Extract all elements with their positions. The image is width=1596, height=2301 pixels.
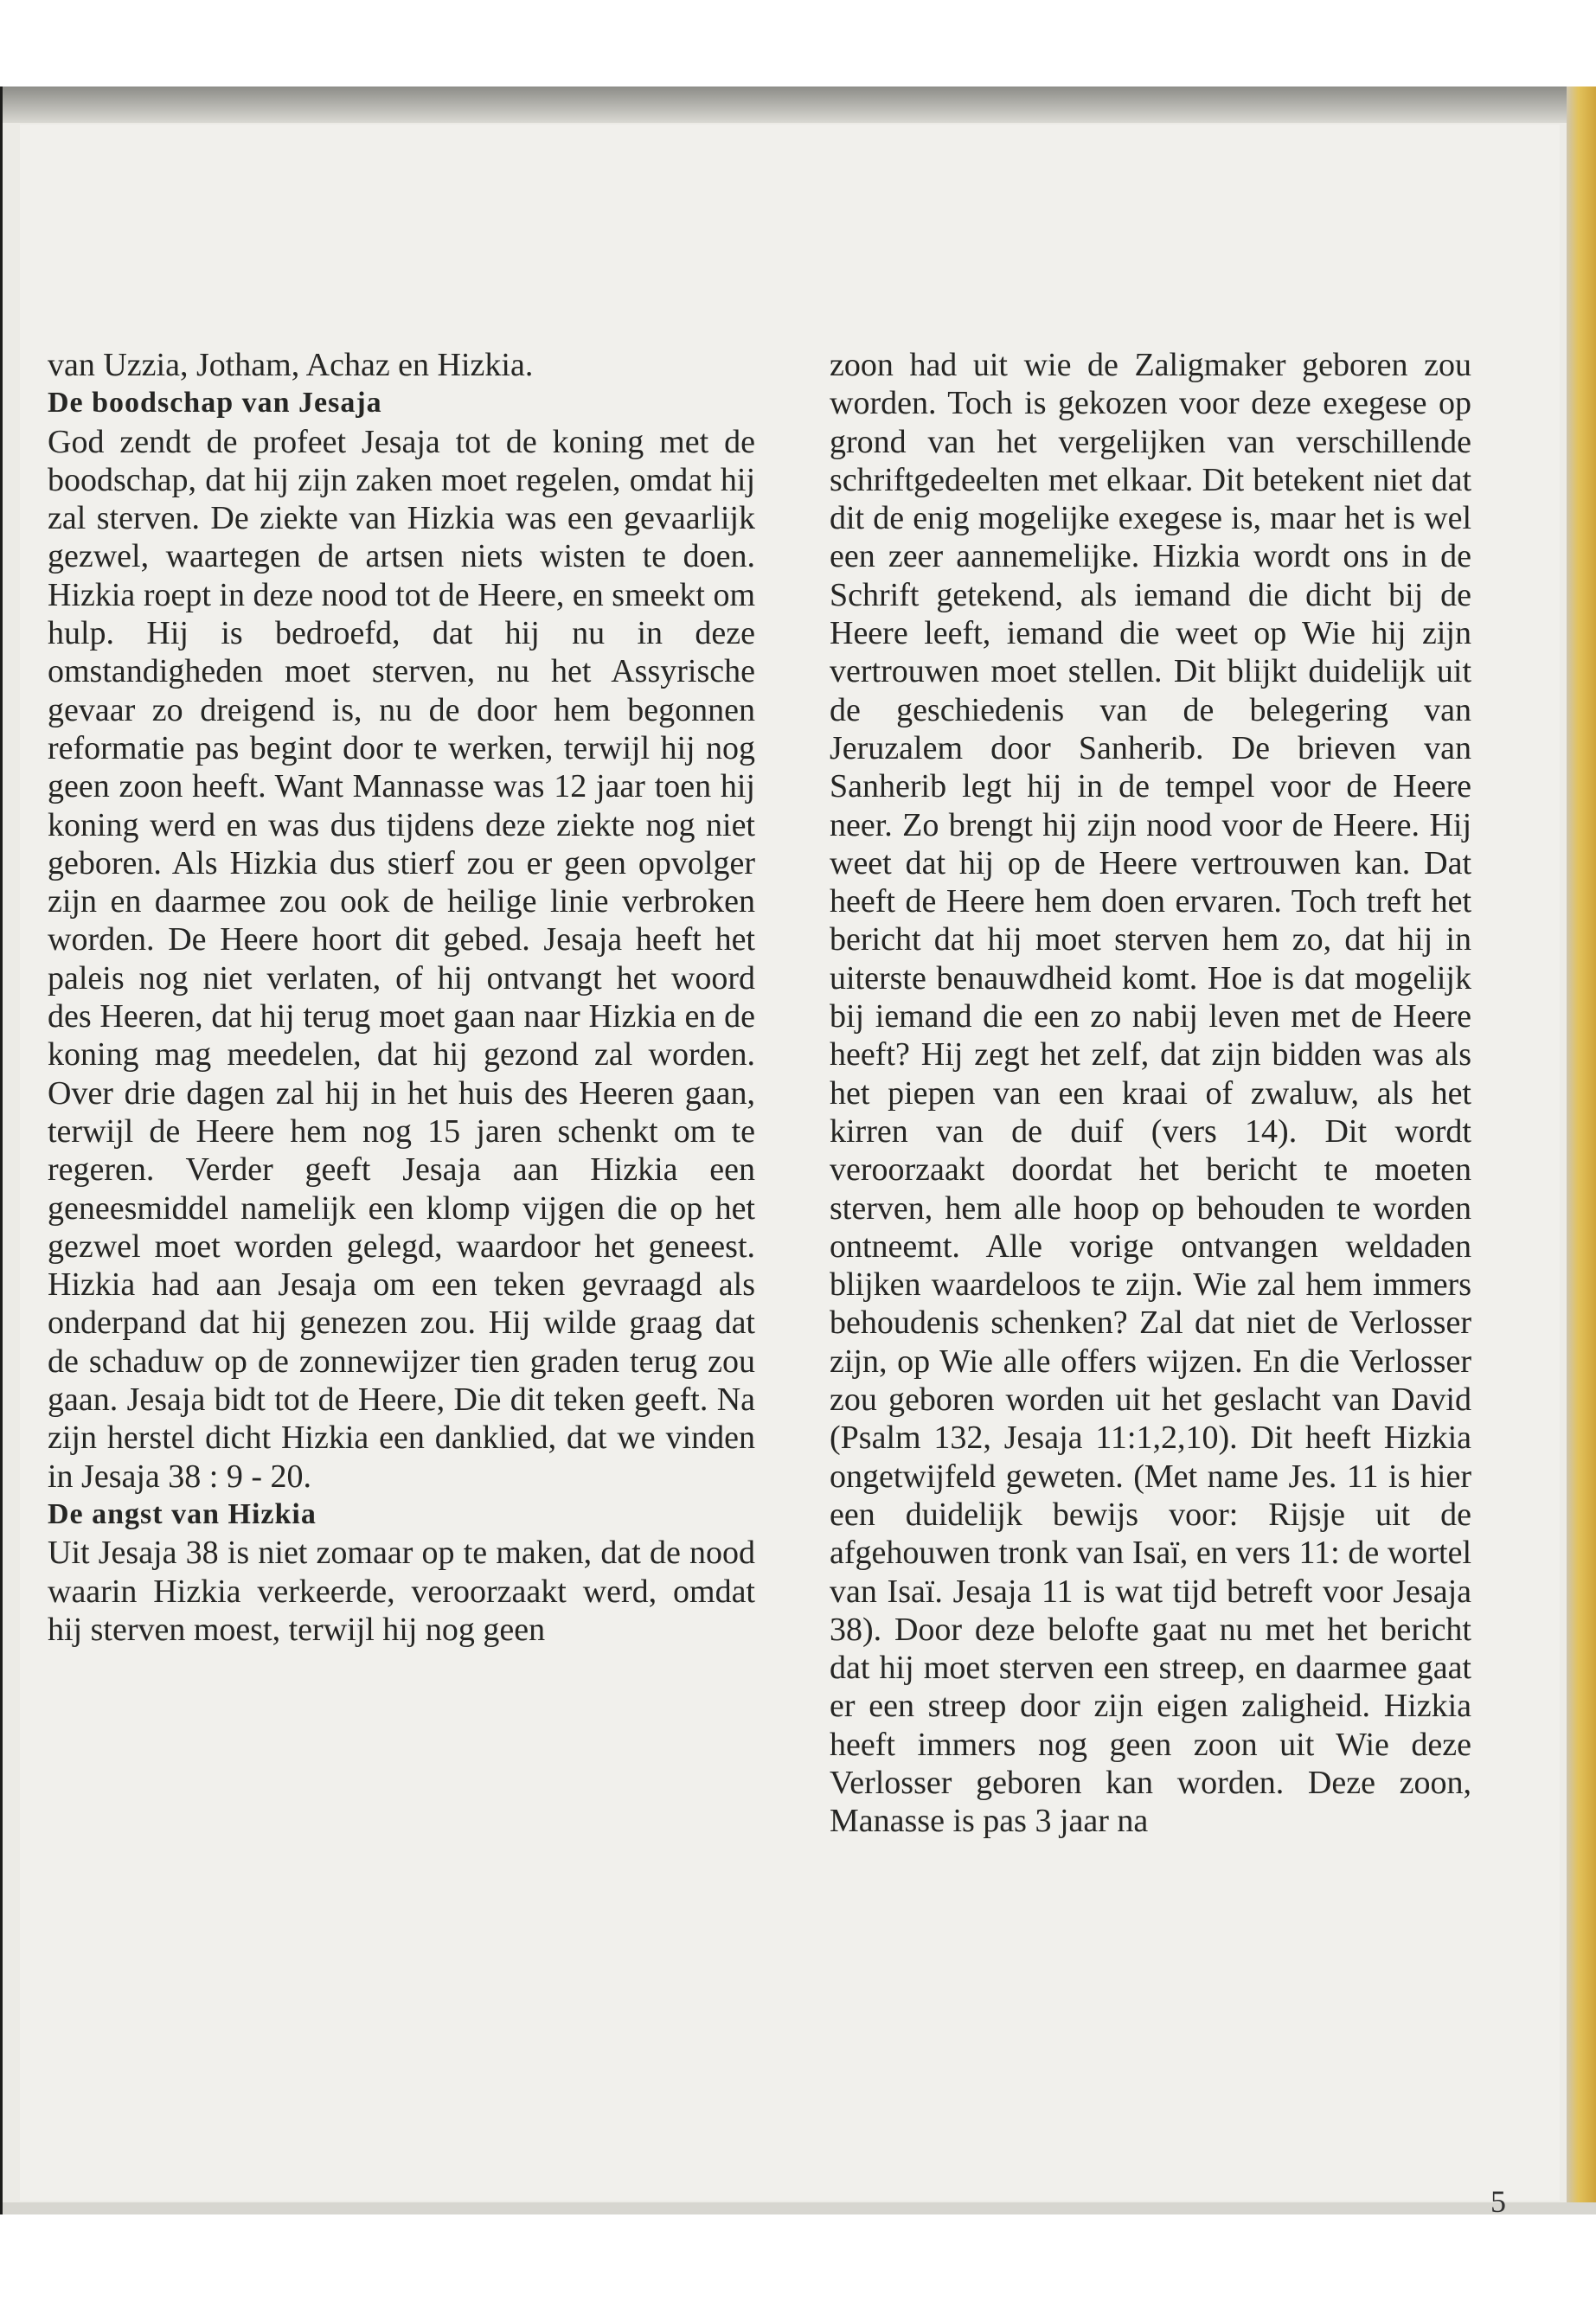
intro-line: van Uzzia, Jotham, Achaz en Hizkia. <box>48 347 534 383</box>
page-sheet <box>20 125 1560 2214</box>
scan-bottom-edge <box>3 2202 1596 2214</box>
scan-top-edge <box>3 87 1596 123</box>
paragraph-boodschap: God zendt de profeet Jesaja tot de koning met de boodschap, dat hij zijn zaken moet regelen, omdat hij zal sterven. De ziekte van Hizkia was een gevaarlijk gezwel, waartegen de artsen niets wisten te doen. Hizkia roept in deze nood tot de Heere, en smeekt om hulp. Hij is bedroefd, dat hij nu in deze omstandigheden moet sterven, nu het Assyrische gevaar zo dreigend is, nu de door hem begonnen reformatie pas begint door te werken, terwijl hij nog geen zoon heeft. Want Mannasse was 12 jaar toen hij koning werd en was dus tijdens deze ziekte nog niet geboren. Als Hizkia dus stierf zou er geen opvolger zijn en daarmee zou ook de heilige linie verbroken worden. De Heere hoort dit gebed. Jesaja heeft het paleis nog niet verlaten, of hij ontvangt het woord des Heeren, dat hij terug moet gaan naar Hizkia en de koning mag meedelen, dat hij gezond zal worden. Over drie dagen zal hij in het huis des Heeren gaan, terwijl de Heere hem nog 15 jaren schenkt om te regeren. Verder geeft Jesaja aan Hizkia een geneesmiddel namelijk een klomp vijgen die op het gezwel moet worden gelegd, waardoor het geneest. Hizkia had aan Jesaja om een teken gevraagd als onderpand dat hij genezen zou. Hij wilde graag dat de schaduw op de zonnewijzer tien graden terug zou gaan. Jesaja bidt tot de Heere, Die dit teken geeft. Na zijn herstel dicht Hizkia een danklied, dat we vinden in Jesaja 38 : 9 - 20. <box>48 423 755 1495</box>
left-column <box>48 346 755 1649</box>
paragraph-right: zoon had uit wie de Zaligmaker geboren zou worden. Toch is gekozen voor deze exegese op grond van het vergelijken van verschillende schriftgedeelten met elkaar. Dit betekent niet dat dit de enig mogelijke exegese is, maar het is wel een zeer aannemelijke. Hizkia wordt ons in de Schrift getekend, als iemand die dicht bij de Heere leeft, iemand die weet op Wie hij zijn vertrouwen moet stellen. Dit blijkt duidelijk uit de geschiedenis van de belegering van Jeruzalem door Sanherib. De brieven van Sanherib legt hij in de tempel voor de Heere neer. Zo brengt hij zijn nood voor de Heere. Hij weet dat hij op de Heere vertrouwen kan. Dat heeft de Heere hem doen ervaren. Toch treft het bericht dat hij moet sterven hem zo, dat hij in uiterste benauwdheid komt. Hoe is dat mogelijk bij iemand die een zo nabij leven met de Heere heeft? Hij zegt het zelf, dat zijn bidden was als het piepen van een kraai of zwaluw, als het kirren van de duif (vers 14). Dit wordt veroorzaakt doordat het bericht te moeten sterven, hem alle hoop op behouden te worden ontneemt. Alle vorige ontvangen weldaden blijken waardeloos te zijn. Wie zal hem immers behoudenis schenken? Zal dat niet de Verlosser zijn, op Wie alle offers wijzen. En die Verlosser zou geboren worden uit het geslacht van David (Psalm 132, Jesaja 11:1,2,10). Dit heeft Hizkia ongetwijfeld geweten. (Met name Jes. 11 is hier een duidelijk bewijs voor: Rijsje uit de afgehouwen tronk van Isaï, en vers 11: de wortel van Isaï. Jesaja 11 is wat tijd betreft voor Jesaja 38). Door deze belofte gaat nu met het bericht dat hij moet sterven een streep, en daarmee gaat er een streep door zijn eigen zaligheid. Hizkia heeft immers nog geen zoon uit Wie deze Verlosser geboren kan worden. Deze zoon, Manasse is pas 3 jaar na <box>830 347 1471 1840</box>
scanned-page <box>0 87 1596 2214</box>
heading-boodschap: De boodschap van Jesaja <box>48 387 382 420</box>
book-spine <box>1567 87 1596 2214</box>
heading-angst: De angst van Hizkia <box>48 1497 317 1530</box>
page-number: 5 <box>1490 2184 1506 2214</box>
paragraph-angst: Uit Jesaja 38 is niet zomaar op te maken, dat de nood waarin Hizkia verkeerde, veroorzaakt werd, omdat hij sterven moest, terwijl hij nog geen <box>48 1535 755 1648</box>
right-column <box>830 346 1471 1841</box>
